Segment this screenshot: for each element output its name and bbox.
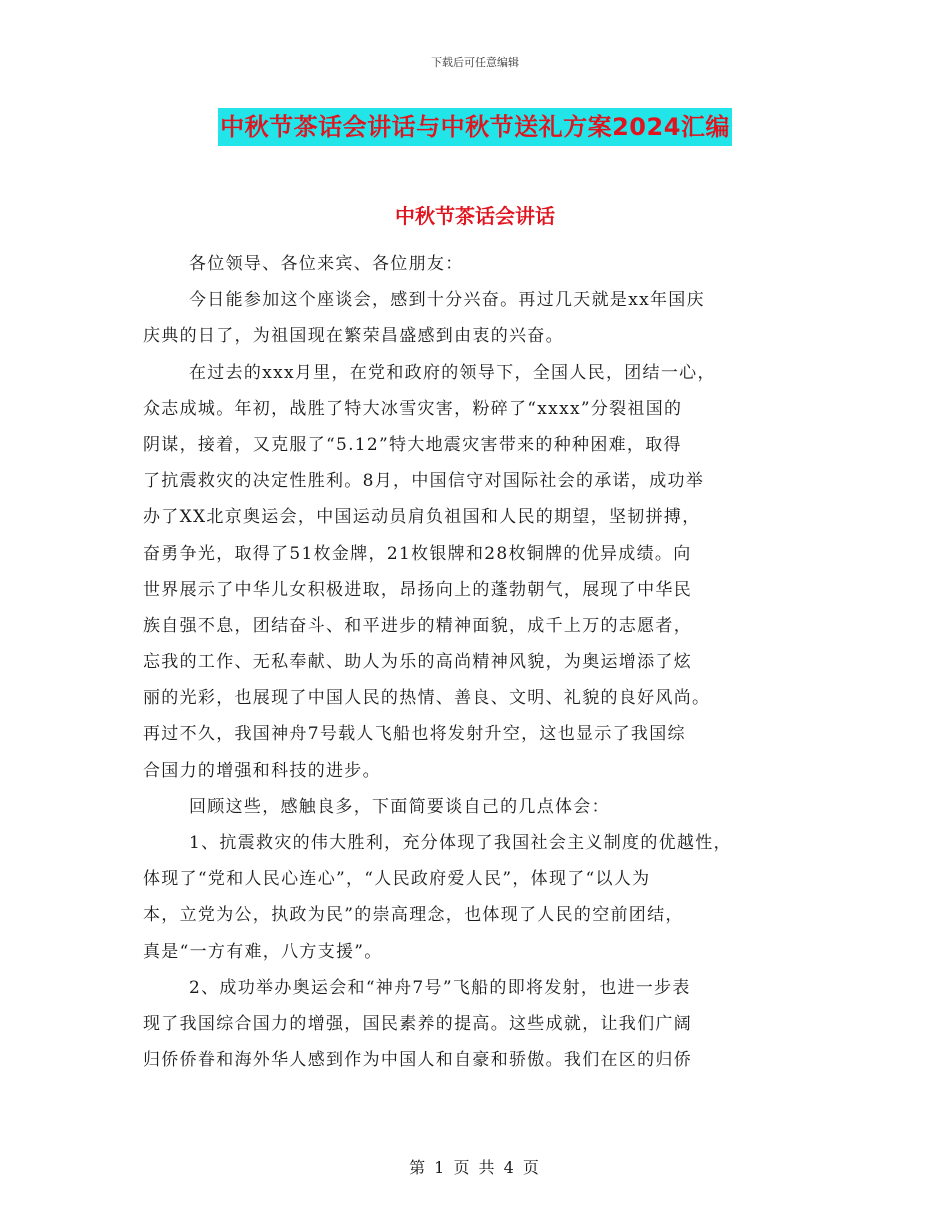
text-line: 阴谋，接着，又克服了“5.12”特大地震灾害带来的种种困难，取得 xyxy=(143,434,682,455)
text-line: 众志成城。年初，战胜了特大冰雪灾害，粉碎了“xxxx”分裂祖国的 xyxy=(143,398,683,419)
text-line: 合国力的增强和科技的进步。 xyxy=(143,760,381,781)
text-line: 2、成功举办奥运会和“神舟7号”飞船的即将发射，也进一步表 xyxy=(189,977,691,998)
text-line: 体现了“党和人民心连心”，“人民政府爱人民”，体现了“以人为 xyxy=(143,869,651,890)
section-title: 中秋节茶话会讲话 xyxy=(395,204,555,228)
text-line: 现了我国综合国力的增强，国民素养的提高。这些成就，让我们广阔 xyxy=(143,1013,692,1034)
text-line: 族自强不息，团结奋斗、和平进步的精神面貌，成千上万的志愿者， xyxy=(143,615,692,636)
text-line: 今日能参加这个座谈会，感到十分兴奋。再过几天就是xx年国庆 xyxy=(189,290,705,311)
text-line: 庆典的日了，为祖国现在繁荣昌盛感到由衷的兴奋。 xyxy=(143,326,564,347)
text-line: 忘我的工作、无私奉献、助人为乐的高尚精神风貌，为奥运增添了炫 xyxy=(143,652,692,673)
text-line: 世界展示了中华儿女积极进取，昂扬向上的蓬勃朝气，展现了中华民 xyxy=(143,579,692,600)
text-line: 在过去的xxx月里，在党和政府的领导下，全国人民，团结一心， xyxy=(189,362,716,383)
text-line: 丽的光彩，也展现了中国人民的热情、善良、文明、礼貌的良好风尚。 xyxy=(143,688,711,709)
title-container xyxy=(0,108,950,146)
text-line: 再过不久，我国神舟7号载人飞船也将发射升空，这也显示了我国综 xyxy=(143,724,686,745)
document-title: 中秋节茶话会讲话与中秋节送礼方案2024汇编 xyxy=(218,108,732,146)
page-footer: 第 1 页 共 4 页 xyxy=(409,1158,541,1177)
text-line: 1、抗震救灾的伟大胜利，充分体现了我国社会主义制度的优越性， xyxy=(189,833,732,853)
page-header: 下载后可任意编辑 xyxy=(431,56,519,69)
text-line: 回顾这些，感触良多，下面简要谈自己的几点体会： xyxy=(189,796,610,817)
text-line: 真是“一方有难，八方支援”。 xyxy=(143,941,383,962)
text-line: 奋勇争光，取得了51枚金牌，21枚银牌和28枚铜牌的优异成绩。向 xyxy=(143,543,692,564)
text-line: 办了XX北京奥运会，中国运动员肩负祖国和人民的期望，坚韧拼搏， xyxy=(143,507,701,528)
text-line: 归侨侨眷和海外华人感到作为中国人和自豪和骄傲。我们在区的归侨 xyxy=(143,1050,692,1071)
text-line: 各位领导、各位来宾、各位朋友： xyxy=(189,254,464,274)
text-line: 了抗震救灾的决定性胜利。8月，中国信守对国际社会的承诺，成功举 xyxy=(143,471,705,492)
text-line: 本，立党为公，执政为民”的崇高理念，也体现了人民的空前团结， xyxy=(143,905,684,926)
speech-body xyxy=(143,246,815,1078)
